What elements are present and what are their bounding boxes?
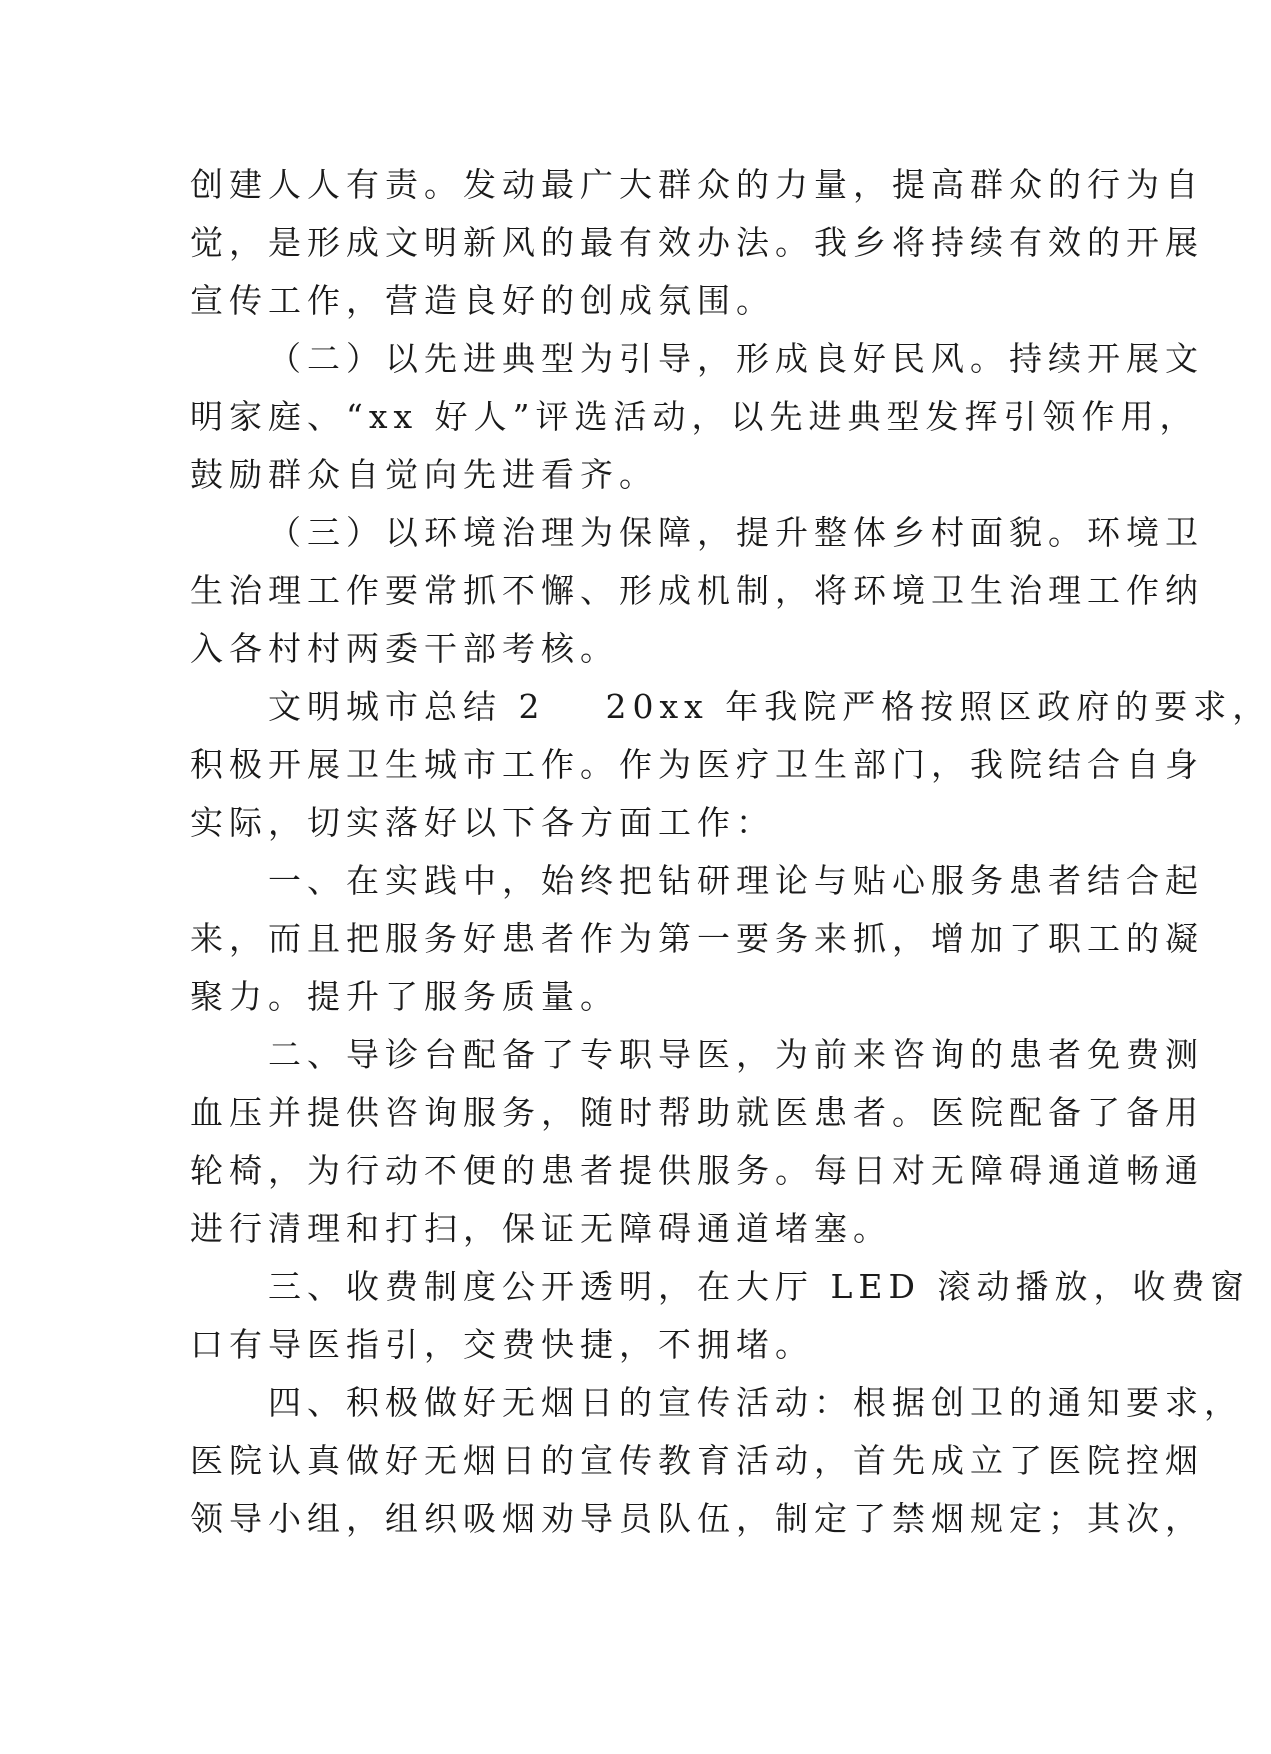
text-line: 血压并提供咨询服务，随时帮助就医患者。医院配备了备用	[190, 1093, 1204, 1132]
text-line: 轮椅，为行动不便的患者提供服务。每日对无障碍通道畅通	[190, 1151, 1204, 1190]
text-line: 四、积极做好无烟日的宣传活动：根据创卫的通知要求，	[268, 1383, 1243, 1422]
body-text	[190, 156, 1271, 1548]
text-line: 一、在实践中，始终把钻研理论与贴心服务患者结合起	[268, 861, 1204, 900]
text-line: 医院认真做好无烟日的宣传教育活动，首先成立了医院控烟	[190, 1441, 1204, 1480]
text-segment: 20xx 年我院严格按照区政府的要求，	[605, 687, 1271, 726]
text-line: 口有导医指引，交费快捷，不拥堵。	[190, 1325, 814, 1364]
text-line: 积极开展卫生城市工作。作为医疗卫生部门，我院结合自身	[190, 745, 1204, 784]
text-line: 生治理工作要常抓不懈、形成机制，将环境卫生治理工作纳	[190, 571, 1204, 610]
text-line: 领导小组，组织吸烟劝导员队伍，制定了禁烟规定；其次，	[190, 1499, 1204, 1538]
text-line: 来，而且把服务好患者作为第一要务来抓，增加了职工的凝	[190, 919, 1204, 958]
text-line: 实际，切实落好以下各方面工作：	[190, 803, 775, 842]
section-heading-line	[190, 678, 1271, 736]
text-line: 二、导诊台配备了专职导医，为前来咨询的患者免费测	[268, 1035, 1204, 1074]
text-line: 明家庭、“xx 好人”评选活动，以先进典型发挥引领作用，	[190, 397, 1199, 436]
text-line: （二）以先进典型为引导，形成良好民风。持续开展文	[268, 339, 1204, 378]
text-line: 三、收费制度公开透明，在大厅 LED 滚动播放，收费窗	[268, 1267, 1250, 1306]
text-line: 进行清理和打扫，保证无障碍通道堵塞。	[190, 1209, 892, 1248]
text-line: 觉，是形成文明新风的最有效办法。我乡将持续有效的开展	[190, 223, 1204, 262]
text-line: 入各村村两委干部考核。	[190, 629, 619, 668]
text-line: 创建人人有责。发动最广大群众的力量，提高群众的行为自	[190, 165, 1204, 204]
section-heading: 文明城市总结 2	[268, 687, 546, 726]
text-line: 鼓励群众自觉向先进看齐。	[190, 455, 658, 494]
text-line: 宣传工作，营造良好的创成氛围。	[190, 281, 775, 320]
text-line: （三）以环境治理为保障，提升整体乡村面貌。环境卫	[268, 513, 1204, 552]
text-line: 聚力。提升了服务质量。	[190, 977, 619, 1016]
